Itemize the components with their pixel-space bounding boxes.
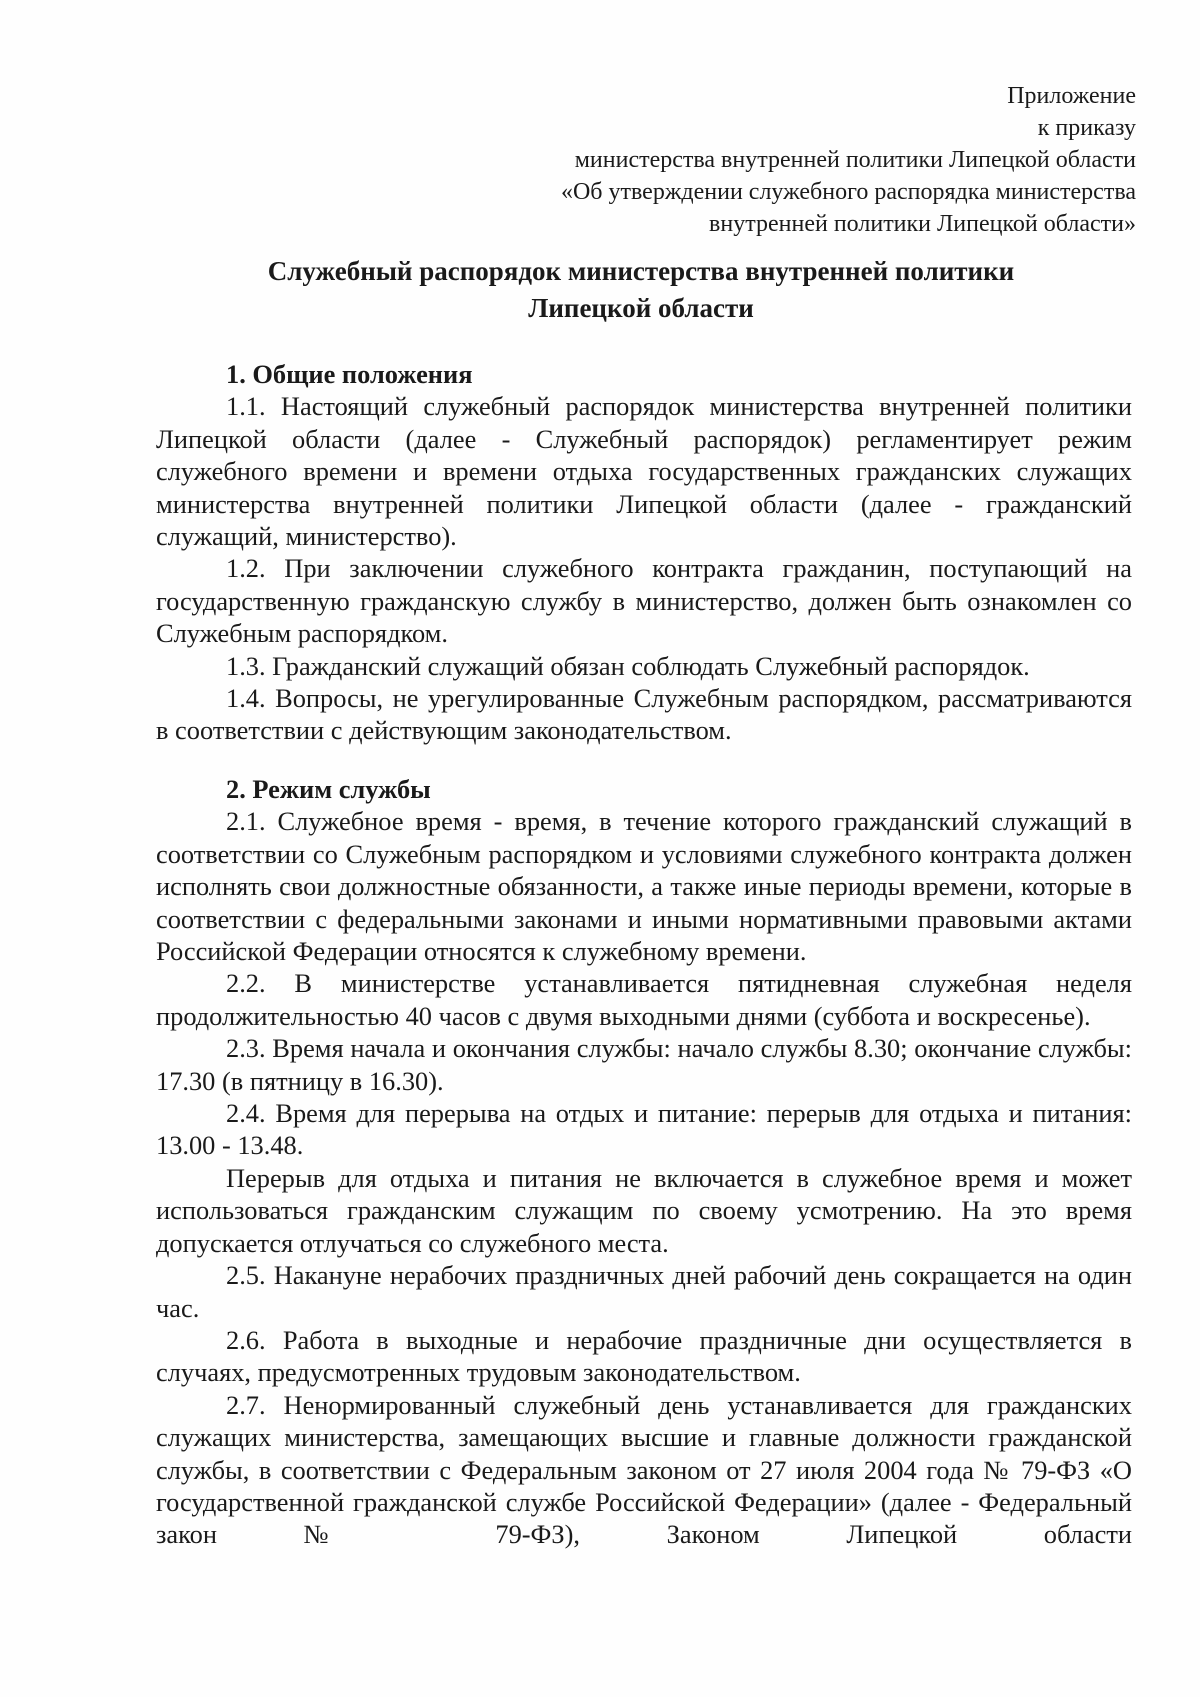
paragraph-2-2: 2.2. В министерстве устанавливается пятидневная служебная неделя продолжительностью 40 часов с двумя выходными днями (суббота и воскресенье). xyxy=(156,968,1132,1031)
paragraph-2-1: 2.1. Служебное время - время, в течение которого гражданский служащий в соответствии со Служебным распорядком и условиями служебного контракта должен исполнять свои должностные обязанности, а также иные периоды времени, которые в соответствии с федеральными законами и иными нормативными правовыми актами Российской Федерации относятся к служебному времени. xyxy=(156,806,1132,967)
paragraph-2-6: 2.6. Работа в выходные и нерабочие праздничные дни осуществляется в случаях, предусмотренных трудовым законодательством. xyxy=(156,1324,1132,1388)
title-line: Служебный распорядок министерства внутренней политики xyxy=(267,256,1015,286)
appendix-line: министерства внутренней политики Липецкой области xyxy=(574,147,1136,173)
document-title xyxy=(156,253,1126,327)
appendix-line: к приказу xyxy=(1037,115,1136,141)
paragraph-2-3: 2.3. Время начала и окончания службы: начало службы 8.30; окончание службы: 17.30 (в пятницу в 16.30). xyxy=(156,1033,1132,1096)
appendix-line: «Об утверждении служебного распорядка министерства xyxy=(560,179,1136,205)
paragraph-1-1: 1.1. Настоящий служебный распорядок министерства внутренней политики Липецкой области (далее - Служебный распорядок) регламентирует режим служебного времени и времени отдыха государственных гражданских служащих министерства внутренней политики Липецкой области (далее - гражданский служащий, министерство). xyxy=(156,391,1132,552)
paragraph-1-3: 1.3. Гражданский служащий обязан соблюдать Служебный распорядок. xyxy=(226,650,1030,681)
title-line: Липецкой области xyxy=(528,293,754,323)
section-general-provisions xyxy=(156,358,1132,747)
section-heading: 2. Режим службы xyxy=(226,774,431,804)
paragraph-2-5: 2.5. Накануне нерабочих праздничных дней рабочий день сокращается на один час. xyxy=(156,1260,1132,1323)
appendix-line: Приложение xyxy=(1007,83,1136,109)
section-heading: 1. Общие положения xyxy=(226,359,473,389)
section-service-mode xyxy=(156,773,1132,1551)
paragraph-2-7: 2.7. Ненормированный служебный день устанавливается для гражданских служащих министерства, замещающих высшие и главные должности гражданской службы, в соответствии с Федеральным законом от 27 июля 2004 года № 79-ФЗ «О государственной гражданской службе Российской Федерации» (далее - Федеральный закон № 79-ФЗ), Законом Липецкой области xyxy=(156,1389,1132,1550)
paragraph-1-4: 1.4. Вопросы, не урегулированные Служебным распорядком, рассматриваются в соответствии с действующим законодательством. xyxy=(156,683,1132,746)
appendix-line: внутренней политики Липецкой области» xyxy=(709,211,1136,237)
paragraph-1-2: 1.2. При заключении служебного контракта гражданин, поступающий на государственную гражданскую службу в министерство, должен быть ознакомлен со Служебным распорядком. xyxy=(156,553,1132,649)
appendix-header xyxy=(336,80,1136,240)
paragraph-2-4-note: Перерыв для отдыха и питания не включается в служебное время и может использоваться гражданским служащим по своему усмотрению. На это время допускается отлучаться со служебного места. xyxy=(156,1162,1132,1258)
paragraph-2-4: 2.4. Время для перерыва на отдых и питание: перерыв для отдыха и питания: 13.00 - 13.48. xyxy=(156,1098,1132,1161)
